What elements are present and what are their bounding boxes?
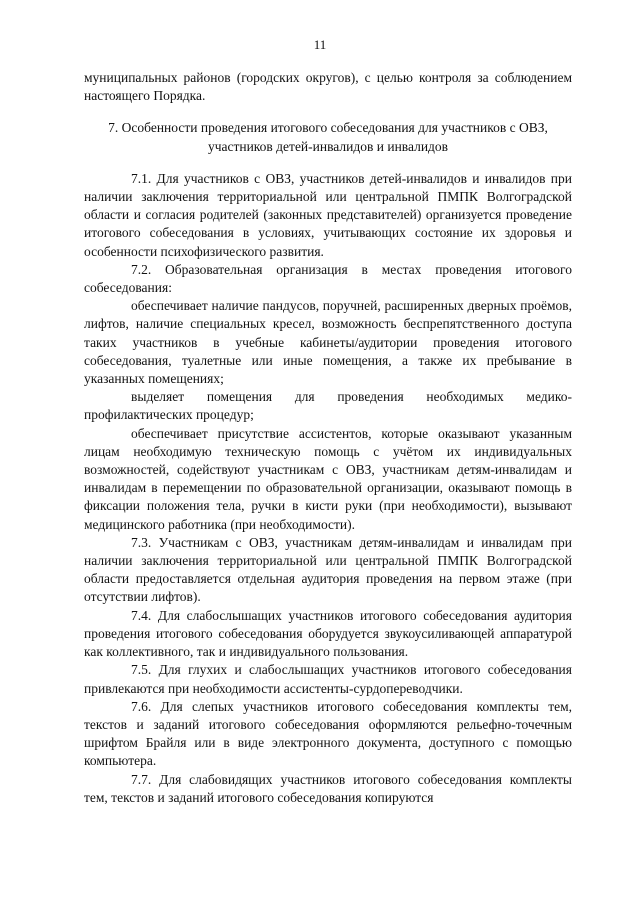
paragraph-7-2-item-1: обеспечивает наличие пандусов, поручней, расширенных дверных проёмов, лифтов, наличие специальных кресел, возможность беспрепятственного доступа таких участников в учебные кабинеты/аудитории проведения итогового собеседования, туалетные или иные помещения, а также их пребывание в указанных помещениях; xyxy=(84,298,572,387)
paragraph-7-4: 7.4. Для слабослышащих участников итогового собеседования аудитория проведения итогового собеседования оборудуется звукоусиливающей аппаратурой как коллективного, так и индивидуального пользования. xyxy=(84,607,572,660)
paragraph-7-3: 7.3. Участникам с ОВЗ, участникам детям-инвалидам и инвалидам при наличии заключения территориальной или центральной ПМПК Волгоградской области предоставляется отдельная аудитория проведения на первом этаже (при отсутствии лифтов). xyxy=(84,534,572,605)
paragraph-7-6: 7.6. Для слепых участников итогового собеседования комплекты тем, текстов и заданий итогового собеседования оформляются рельефно-точечным шрифтом Брайля или в виде электронного документа, доступного с помощью компьютера. xyxy=(84,698,572,769)
paragraph-7-2-item-2: выделяет помещения для проведения необходимых медико-профилактических процедур; xyxy=(84,389,572,423)
paragraph-7-1: 7.1. Для участников с ОВЗ, участников детей-инвалидов и инвалидов при наличии заключения территориальной или центральной ПМПК Волгоградской области и согласия родителей (законных представителей) организуется проведение итогового собеседования в условиях, учитывающих состояние их здоровья и особенности психофизического развития. xyxy=(84,170,572,259)
intro-paragraph: муниципальных районов (городских округов), с целью контроля за соблюдением настоящего Порядка. xyxy=(84,70,572,104)
paragraph-7-2: 7.2. Образовательная организация в местах проведения итогового собеседования: xyxy=(84,261,572,296)
page-number: 11 xyxy=(313,37,327,52)
paragraph-7-5: 7.5. Для глухих и слабослышащих участников итогового собеседования привлекаются при необходимости ассистенты-сурдопереводчики. xyxy=(84,662,572,696)
section-heading: 7. Особенности проведения итогового собеседования для участников с ОВЗ, участников детей-инвалидов и инвалидов xyxy=(108,120,548,154)
paragraph-7-2-item-3: обеспечивает присутствие ассистентов, которые оказывают указанным лицам необходимую техническую помощь с учётом их индивидуальных возможностей, содействуют участникам с ОВЗ, участникам детям-инвалидам и инвалидам в перемещении по образовательной организации, оказывают помощь в фиксации положения тела, ручки в кисти руки (при необходимости), вызывают медицинского работника (при необходимости). xyxy=(84,425,572,532)
document-body xyxy=(84,69,572,807)
paragraph-7-7: 7.7. Для слабовидящих участников итогового собеседования комплекты тем, текстов и заданий итогового собеседования копируются xyxy=(84,771,572,805)
